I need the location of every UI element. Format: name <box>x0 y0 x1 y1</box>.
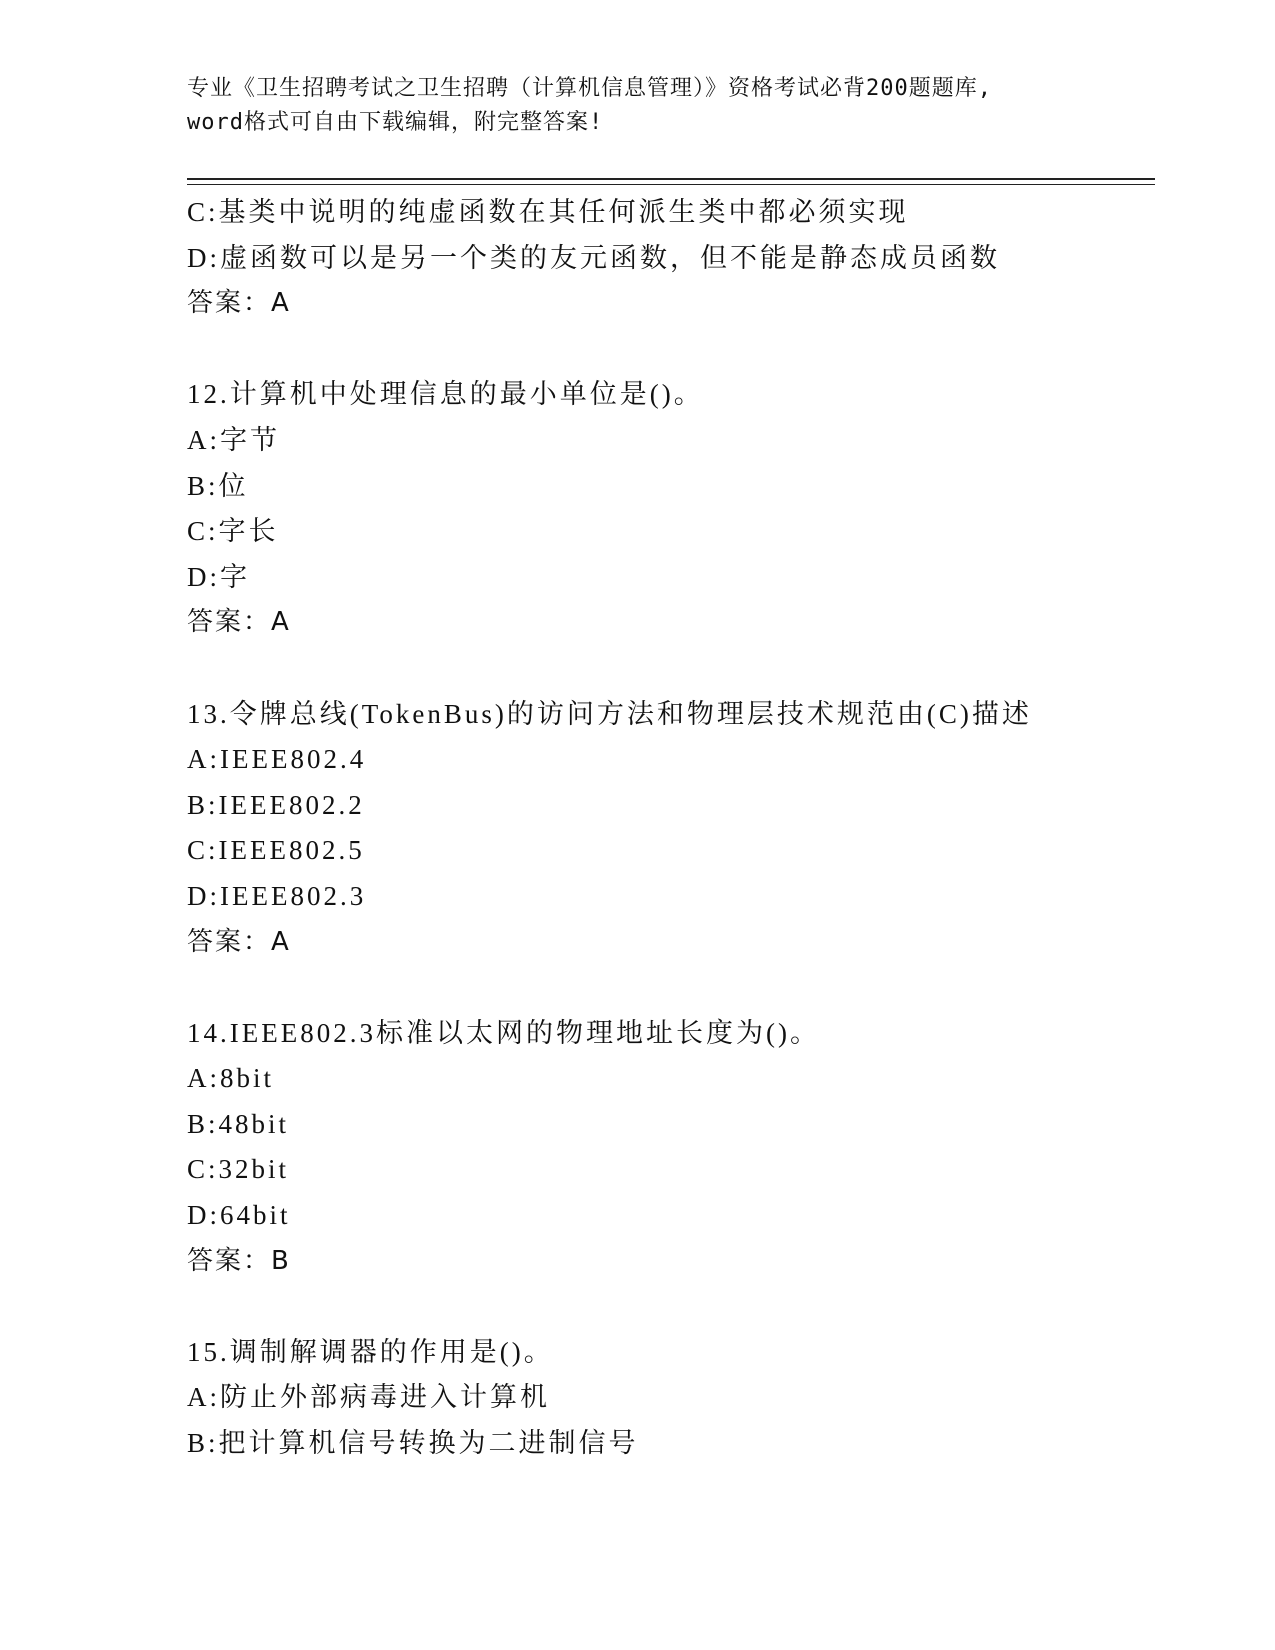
option-item: A:防止外部病毒进入计算机 <box>187 1382 550 1413</box>
option-item: D:IEEE802.3 <box>187 880 367 911</box>
option-item: B:位 <box>187 470 249 501</box>
option-item: B:IEEE802.2 <box>187 789 365 820</box>
answer-line: 答案：A <box>187 607 291 638</box>
option-item: C:基类中说明的纯虚函数在其任何派生类中都必须实现 <box>187 197 909 227</box>
header-rule <box>187 178 1155 180</box>
option-item: D:字 <box>187 561 250 592</box>
option-item: A:IEEE802.4 <box>187 744 367 775</box>
option-item: B:48bit <box>187 1108 290 1139</box>
option-item: A:字节 <box>187 424 280 455</box>
option-item: B:把计算机信号转换为二进制信号 <box>187 1428 639 1459</box>
option-item: C:32bit <box>187 1154 290 1185</box>
question-text: 12.计算机中处理信息的最小单位是()。 <box>187 379 704 410</box>
spacer <box>187 646 1155 692</box>
option-item: D:64bit <box>187 1200 291 1231</box>
question-text: 13.令牌总线(TokenBus)的访问方法和物理层技术规范由(C)描述 <box>187 698 1032 729</box>
spacer <box>187 1284 1155 1330</box>
option-item: A:8bit <box>187 1063 275 1094</box>
spacer <box>187 327 1155 373</box>
question-text: 15.调制解调器的作用是()。 <box>187 1336 554 1367</box>
spacer <box>187 965 1155 1011</box>
header-line-1: 专业《卫生招聘考试之卫生招聘（计算机信息管理）》资格考试必背200题题库, <box>187 76 992 101</box>
question-content <box>187 190 1155 1467</box>
answer-line: 答案：A <box>187 926 291 957</box>
option-item: D:虚函数可以是另一个类的友元函数，但不能是静态成员函数 <box>187 242 1000 273</box>
answer-line: 答案：B <box>187 1245 291 1276</box>
document-header <box>187 72 1087 140</box>
option-item: C:IEEE802.5 <box>187 835 365 866</box>
question-text: 14.IEEE802.3标准以太网的物理地址长度为()。 <box>187 1017 820 1048</box>
header-rule-thin <box>187 184 1155 185</box>
answer-line: 答案：A <box>187 288 291 319</box>
option-item: C:字长 <box>187 516 279 547</box>
header-line-2: word格式可自由下载编辑，附完整答案! <box>187 110 604 135</box>
